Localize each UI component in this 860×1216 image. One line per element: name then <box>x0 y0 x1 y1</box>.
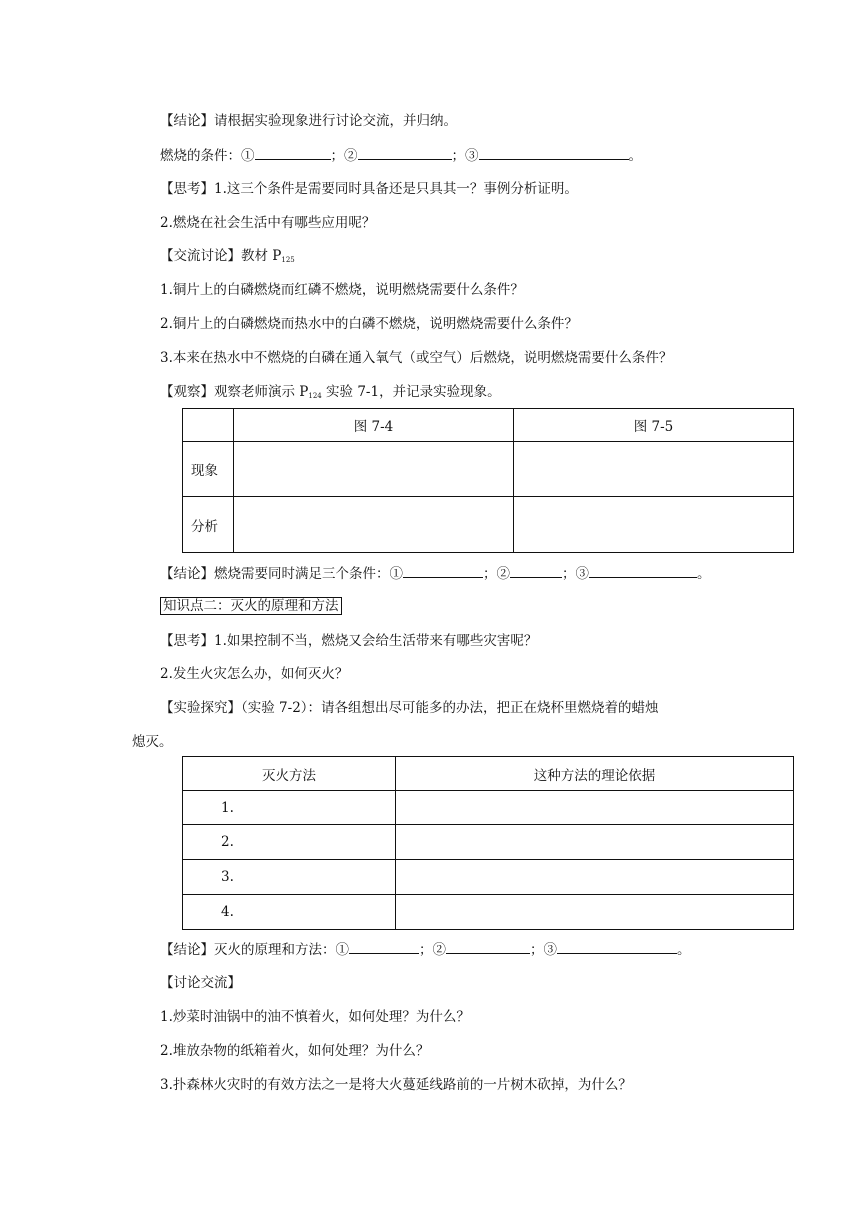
cell-phenomenon-7-5[interactable] <box>514 442 794 497</box>
basis-cell[interactable] <box>396 825 794 860</box>
corner-cell <box>183 409 234 442</box>
section-2-heading <box>160 596 342 616</box>
cell-analysis-7-5[interactable] <box>514 497 794 553</box>
cell-phenomenon-7-4[interactable] <box>234 442 514 497</box>
blank-c2-3[interactable] <box>589 563 697 578</box>
blank-c3-2[interactable] <box>446 939 530 954</box>
conditions-label: 燃烧的条件：① <box>160 148 255 164</box>
discussion-fire-q1: 1.炒菜时油锅中的油不慎着火，如何处理？为什么？ <box>160 1009 470 1025</box>
conclusion-3-label: 【结论】灭火的原理和方法：① <box>160 942 349 958</box>
discussion-label: 【交流讨论】教材 P <box>160 248 282 264</box>
basis-cell[interactable] <box>396 791 794 825</box>
think-fire-1: 【思考】1.如果控制不当，燃烧又会给生活带来有哪些灾害呢？ <box>160 633 538 649</box>
method-row-label: 1. <box>183 791 396 825</box>
discussion-fire-q3: 3.扑森林火灾时的有效方法之一是将大火蔓延线路前的一片树木砍掉，为什么？ <box>160 1077 632 1093</box>
burning-conditions <box>160 145 642 166</box>
page-number: 124 <box>308 392 322 400</box>
page-number: 125 <box>281 256 295 264</box>
separator: ；② <box>330 148 358 164</box>
conclusion-2 <box>160 563 711 584</box>
conclusion-3 <box>160 939 691 960</box>
header-basis: 这种方法的理论依据 <box>396 757 794 791</box>
separator: ；③ <box>530 942 557 958</box>
observe-label: 【观察】观察老师演示 P <box>160 384 309 400</box>
blank-c3-3[interactable] <box>557 939 677 954</box>
think-2: 2.燃烧在社会生活中有哪些应用呢？ <box>160 215 376 231</box>
separator: ；③ <box>562 566 589 582</box>
method-row-label: 4. <box>183 895 396 930</box>
separator: ；② <box>419 942 446 958</box>
discussion-fire-q2: 2.堆放杂物的纸箱着火，如何处理？为什么？ <box>160 1043 430 1059</box>
row-label-phenomenon: 现象 <box>183 442 234 497</box>
discussion-q1: 1.铜片上的白磷燃烧而红磷不燃烧，说明燃烧需要什么条件？ <box>160 282 524 298</box>
discussion-heading: 【讨论交流】 <box>160 975 241 991</box>
observe-rest: 实验 7-1，并记录实验现象。 <box>321 384 501 400</box>
blank-condition-2[interactable] <box>358 145 452 160</box>
cell-analysis-7-4[interactable] <box>234 497 514 553</box>
blank-c2-2[interactable] <box>510 563 562 578</box>
row-label-analysis: 分析 <box>183 497 234 553</box>
explore-line-cont: 熄灭。 <box>132 734 173 750</box>
blank-c3-1[interactable] <box>349 939 419 954</box>
think-fire-2: 2.发生火灾怎么办，如何灭火？ <box>160 666 349 682</box>
header-method: 灭火方法 <box>183 757 396 791</box>
conclusion-2-label: 【结论】燃烧需要同时满足三个条件：① <box>160 566 403 582</box>
period: 。 <box>628 148 642 164</box>
method-row-label: 2. <box>183 825 396 860</box>
header-fig-7-4: 图 7-4 <box>234 409 514 442</box>
period: 。 <box>697 566 711 582</box>
basis-cell[interactable] <box>396 895 794 930</box>
separator: ；③ <box>451 148 479 164</box>
basis-cell[interactable] <box>396 860 794 895</box>
discussion-q2: 2.铜片上的白磷燃烧而热水中的白磷不燃烧，说明燃烧需要什么条件？ <box>160 316 578 332</box>
explore-line: 【实验探究】（实验 7-2）：请各组想出尽可能多的办法，把正在烧杯里燃烧着的蜡烛 <box>160 700 659 716</box>
period: 。 <box>677 942 691 958</box>
observe-line <box>160 382 501 406</box>
separator: ；② <box>483 566 510 582</box>
blank-condition-1[interactable] <box>255 145 331 160</box>
discussion-textbook <box>160 246 295 270</box>
discussion-q3: 3.本来在热水中不燃烧的白磷在通入氧气（或空气）后燃烧，说明燃烧需要什么条件？ <box>160 350 673 366</box>
blank-c2-1[interactable] <box>403 563 483 578</box>
extinguish-table <box>182 756 794 930</box>
knowledge-point-2: 知识点二：灭火的原理和方法 <box>160 597 342 615</box>
blank-condition-3[interactable] <box>479 145 629 160</box>
method-row-label: 3. <box>183 860 396 895</box>
observation-table <box>182 408 794 553</box>
header-fig-7-5: 图 7-5 <box>514 409 794 442</box>
conclusion-1: 【结论】请根据实验现象进行讨论交流，并归纳。 <box>160 113 457 129</box>
think-1: 【思考】1.这三个条件是需要同时具备还是只具其一？事例分析证明。 <box>160 181 578 197</box>
